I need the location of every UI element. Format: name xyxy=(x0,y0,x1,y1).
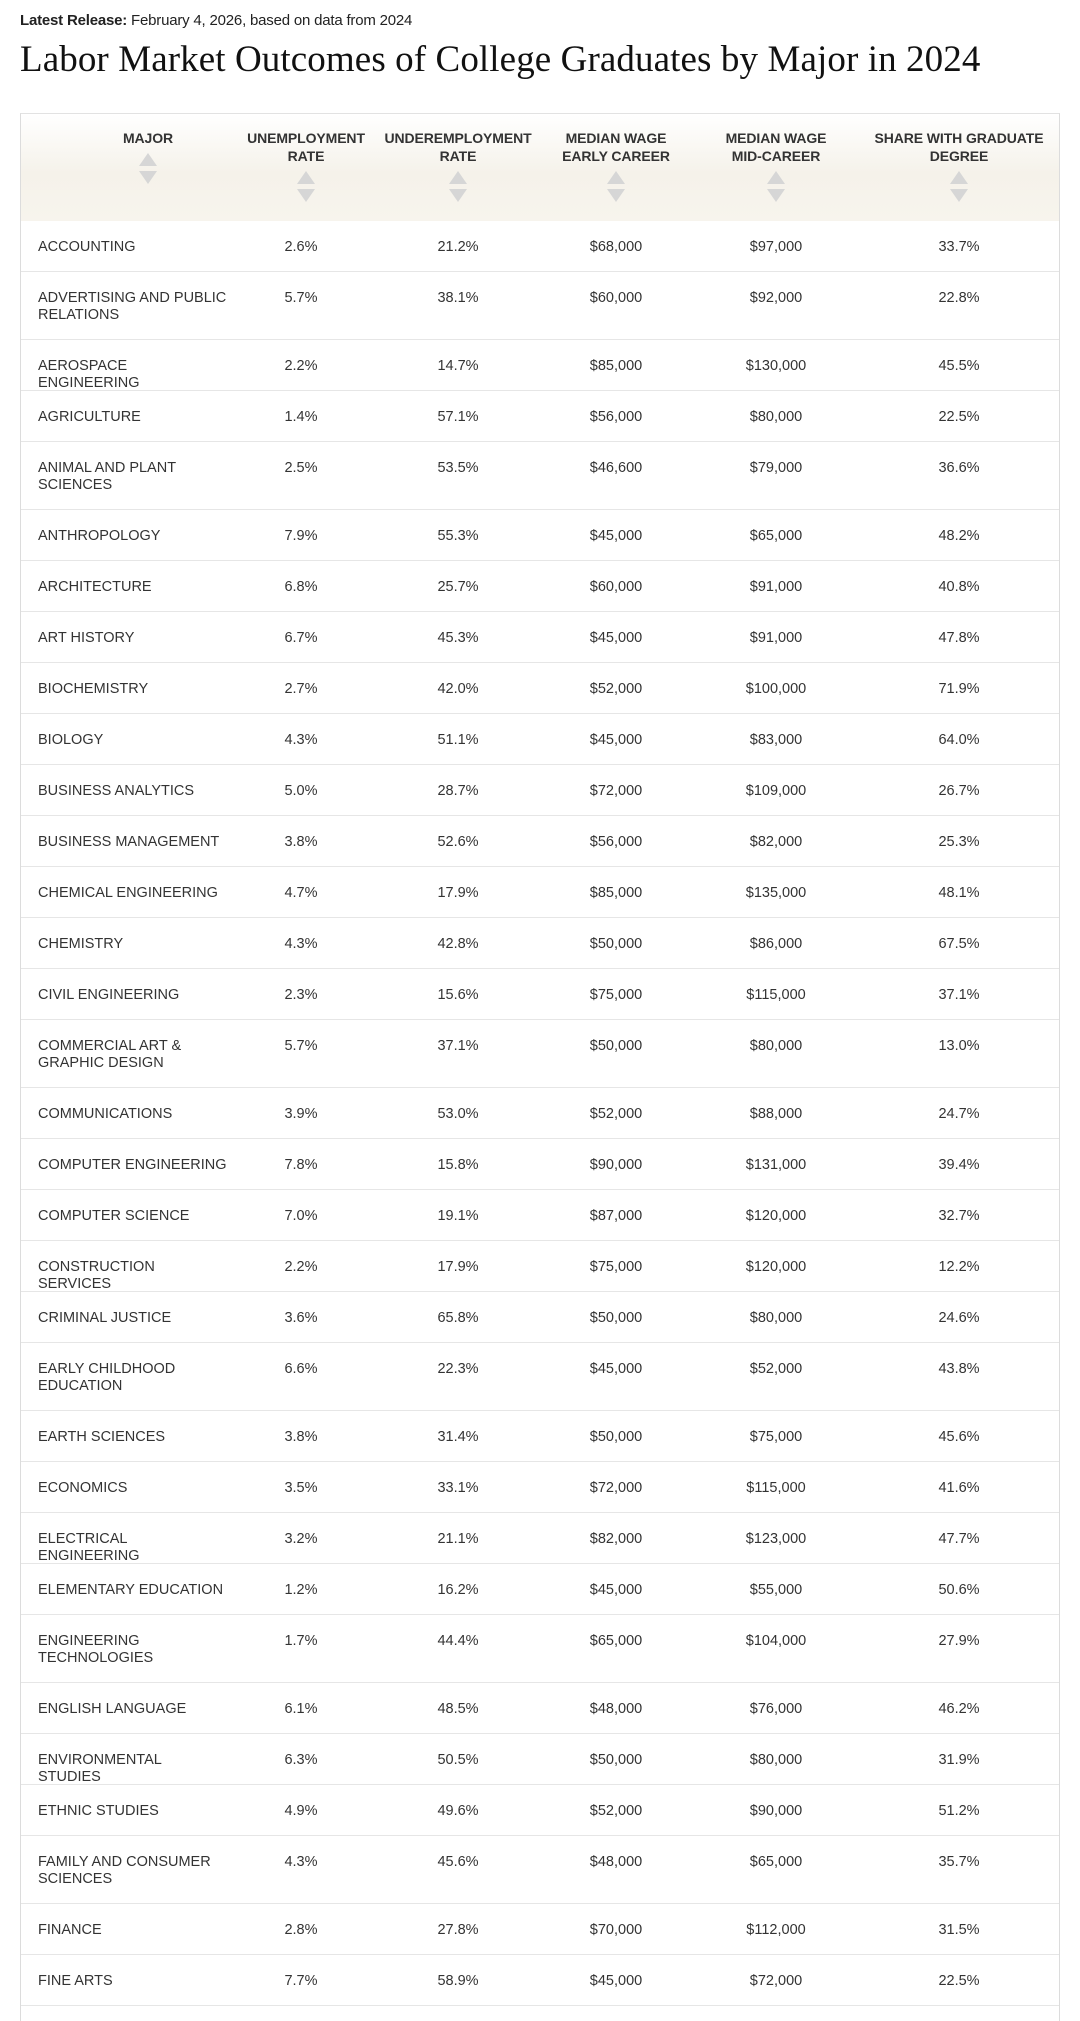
underemployment-rate-cell: 58.9% xyxy=(437,1973,479,1989)
major-cell: EARLY CHILDHOOD EDUCATION xyxy=(38,1361,176,1394)
median-wage-early-cell: $50,000 xyxy=(589,1038,643,1054)
median-wage-early-cell: $60,000 xyxy=(589,579,643,595)
underemployment-rate-cell: 33.1% xyxy=(437,1480,479,1496)
median-wage-early-cell: $50,000 xyxy=(589,936,643,952)
unemployment-rate-cell: 1.2% xyxy=(284,1582,318,1598)
latest-release-label: Latest Release: xyxy=(20,12,128,29)
median-wage-early-cell: $48,000 xyxy=(589,1701,643,1717)
unemployment-rate-cell: 3.5% xyxy=(284,1480,318,1496)
unemployment-rate-cell: 3.9% xyxy=(284,1106,318,1122)
table-row xyxy=(21,442,1059,510)
graduate-degree-share-cell: 40.8% xyxy=(938,579,980,595)
median-wage-early-cell: $45,000 xyxy=(589,1361,643,1377)
unemployment-rate-cell: 7.7% xyxy=(284,1973,318,1989)
underemployment-rate-cell: 19.1% xyxy=(437,1208,479,1224)
median-wage-early-cell: $72,000 xyxy=(589,783,643,799)
sort-arrows-icon[interactable] xyxy=(606,171,626,202)
table-row xyxy=(21,510,1059,561)
outcomes-table xyxy=(20,113,1060,2021)
underemployment-rate-cell: 17.9% xyxy=(437,885,479,901)
graduate-degree-share-cell: 22.8% xyxy=(938,290,980,306)
table-row xyxy=(21,1241,1059,1292)
median-wage-mid-cell: $86,000 xyxy=(749,936,803,952)
median-wage-early-cell: $48,000 xyxy=(589,1854,643,1870)
median-wage-mid-cell: $135,000 xyxy=(745,885,807,901)
median-wage-mid-cell: $82,000 xyxy=(749,834,803,850)
unemployment-rate-cell: 2.5% xyxy=(284,460,318,476)
graduate-degree-share-cell: 31.5% xyxy=(938,1922,980,1938)
underemployment-rate-cell: 42.0% xyxy=(437,681,479,697)
median-wage-mid-cell: $55,000 xyxy=(749,1582,803,1598)
unemployment-rate-cell: 4.3% xyxy=(284,732,318,748)
median-wage-mid-cell: $76,000 xyxy=(749,1701,803,1717)
column-header-median-wage-early-career[interactable] xyxy=(551,129,681,202)
graduate-degree-share-cell: 31.9% xyxy=(938,1752,980,1768)
column-header-label: UNDEREMPLOYMENT xyxy=(384,130,532,146)
median-wage-mid-cell: $112,000 xyxy=(746,1922,806,1938)
table-row xyxy=(21,1139,1059,1190)
median-wage-early-cell: $85,000 xyxy=(589,358,643,374)
page-title: Labor Market Outcomes of College Graduates by Major in 2024 xyxy=(20,39,981,80)
graduate-degree-share-cell: 48.1% xyxy=(938,885,980,901)
median-wage-mid-cell: $80,000 xyxy=(749,1038,803,1054)
column-header-median-wage-mid-career[interactable] xyxy=(711,129,841,202)
column-header-label-line2: RATE xyxy=(287,148,325,164)
unemployment-rate-cell: 2.2% xyxy=(284,1259,318,1275)
median-wage-early-cell: $50,000 xyxy=(589,1310,643,1326)
median-wage-early-cell: $56,000 xyxy=(589,834,643,850)
median-wage-early-cell: $52,000 xyxy=(589,1106,643,1122)
median-wage-mid-cell: $79,000 xyxy=(749,460,803,476)
column-header-label-line2: MID-CAREER xyxy=(731,148,821,164)
graduate-degree-share-cell: 35.7% xyxy=(938,1854,980,1870)
graduate-degree-share-cell: 41.6% xyxy=(938,1480,980,1496)
median-wage-early-cell: $45,000 xyxy=(589,1582,643,1598)
table-row xyxy=(21,1411,1059,1462)
unemployment-rate-cell: 3.8% xyxy=(284,1429,318,1445)
underemployment-rate-cell: 15.8% xyxy=(437,1157,479,1173)
column-header-unemployment-rate[interactable] xyxy=(241,129,371,202)
median-wage-mid-cell: $83,000 xyxy=(749,732,803,748)
major-cell: COMMUNICATIONS xyxy=(38,1106,173,1122)
table-row xyxy=(21,1904,1059,1955)
major-cell: ARCHITECTURE xyxy=(38,579,152,595)
median-wage-mid-cell: $104,000 xyxy=(745,1633,807,1649)
table-row xyxy=(21,1955,1059,2006)
table-row xyxy=(21,867,1059,918)
column-header-underemployment-rate[interactable] xyxy=(383,129,533,202)
median-wage-mid-cell: $130,000 xyxy=(745,358,807,374)
unemployment-rate-cell: 6.6% xyxy=(284,1361,318,1377)
median-wage-mid-cell: $80,000 xyxy=(749,409,803,425)
median-wage-mid-cell: $90,000 xyxy=(749,1803,803,1819)
underemployment-rate-cell: 57.1% xyxy=(437,409,479,425)
graduate-degree-share-cell: 47.8% xyxy=(938,630,980,646)
graduate-degree-share-cell: 37.1% xyxy=(938,987,980,1003)
latest-release-note xyxy=(20,12,412,29)
median-wage-mid-cell: $123,000 xyxy=(745,1531,807,1547)
major-cell: BIOLOGY xyxy=(38,732,104,748)
underemployment-rate-cell: 42.8% xyxy=(437,936,479,952)
column-header-label: UNEMPLOYMENT xyxy=(247,130,365,146)
underemployment-rate-cell: 44.4% xyxy=(437,1633,479,1649)
table-row xyxy=(21,765,1059,816)
underemployment-rate-cell: 49.6% xyxy=(437,1803,479,1819)
unemployment-rate-cell: 7.9% xyxy=(284,528,318,544)
graduate-degree-share-cell: 32.7% xyxy=(938,1208,980,1224)
underemployment-rate-cell: 53.0% xyxy=(437,1106,479,1122)
major-cell: CONSTRUCTION SERVICES xyxy=(38,1259,155,1292)
median-wage-mid-cell: $88,000 xyxy=(749,1106,803,1122)
underemployment-rate-cell: 45.6% xyxy=(437,1854,479,1870)
table-row xyxy=(21,918,1059,969)
underemployment-rate-cell: 50.5% xyxy=(437,1752,479,1768)
median-wage-early-cell: $52,000 xyxy=(589,681,643,697)
underemployment-rate-cell: 14.7% xyxy=(437,358,479,374)
table-row xyxy=(21,816,1059,867)
column-header-label: MEDIAN WAGE xyxy=(565,130,667,146)
underemployment-rate-cell: 48.5% xyxy=(437,1701,479,1717)
sort-arrows-icon[interactable] xyxy=(448,171,468,202)
table-row xyxy=(21,1683,1059,1734)
median-wage-mid-cell: $80,000 xyxy=(749,1752,803,1768)
unemployment-rate-cell: 6.7% xyxy=(284,630,318,646)
major-cell: CRIMINAL JUSTICE xyxy=(38,1310,172,1326)
median-wage-early-cell: $65,000 xyxy=(589,1633,643,1649)
sort-arrows-icon[interactable] xyxy=(296,171,316,202)
major-cell: AEROSPACE ENGINEERING xyxy=(38,358,140,391)
table-row xyxy=(21,1190,1059,1241)
underemployment-rate-cell: 65.8% xyxy=(437,1310,479,1326)
median-wage-mid-cell: $91,000 xyxy=(749,579,803,595)
unemployment-rate-cell: 1.4% xyxy=(284,409,318,425)
graduate-degree-share-cell: 33.7% xyxy=(938,239,980,255)
major-cell: COMMERCIAL ART & GRAPHIC DESIGN xyxy=(38,1038,182,1071)
major-cell: ADVERTISING AND PUBLIC RELATIONS xyxy=(38,290,227,323)
graduate-degree-share-cell: 43.8% xyxy=(938,1361,980,1377)
median-wage-mid-cell: $115,000 xyxy=(746,987,806,1003)
major-cell: AGRICULTURE xyxy=(38,409,141,425)
column-header-label: SHARE WITH GRADUATE xyxy=(874,130,1044,146)
major-cell: FAMILY AND CONSUMER SCIENCES xyxy=(38,1854,211,1887)
column-header-share-with-graduate-degree[interactable] xyxy=(874,129,1044,202)
graduate-degree-share-cell: 67.5% xyxy=(938,936,980,952)
unemployment-rate-cell: 3.8% xyxy=(284,834,318,850)
table-row xyxy=(21,561,1059,612)
median-wage-mid-cell: $72,000 xyxy=(749,1973,803,1989)
underemployment-rate-cell: 31.4% xyxy=(437,1429,479,1445)
underemployment-rate-cell: 17.9% xyxy=(437,1259,479,1275)
latest-release-text: February 4, 2026, based on data from 2024 xyxy=(127,12,413,29)
median-wage-mid-cell: $131,000 xyxy=(745,1157,807,1173)
graduate-degree-share-cell: 64.0% xyxy=(938,732,980,748)
median-wage-early-cell: $75,000 xyxy=(589,1259,643,1275)
major-cell: ENGLISH LANGUAGE xyxy=(38,1701,187,1717)
underemployment-rate-cell: 53.5% xyxy=(437,460,479,476)
unemployment-rate-cell: 4.9% xyxy=(284,1803,318,1819)
unemployment-rate-cell: 4.3% xyxy=(284,1854,318,1870)
graduate-degree-share-cell: 46.2% xyxy=(938,1701,980,1717)
median-wage-mid-cell: $75,000 xyxy=(749,1429,803,1445)
median-wage-mid-cell: $80,000 xyxy=(749,1310,803,1326)
median-wage-mid-cell: $92,000 xyxy=(749,290,803,306)
unemployment-rate-cell: 2.6% xyxy=(284,239,318,255)
median-wage-early-cell: $56,000 xyxy=(589,409,643,425)
graduate-degree-share-cell: 13.0% xyxy=(938,1038,980,1054)
major-cell: CHEMISTRY xyxy=(38,936,124,952)
graduate-degree-share-cell: 24.6% xyxy=(938,1310,980,1326)
median-wage-early-cell: $50,000 xyxy=(589,1429,643,1445)
unemployment-rate-cell: 7.0% xyxy=(284,1208,318,1224)
table-row xyxy=(21,1462,1059,1513)
underemployment-rate-cell: 51.1% xyxy=(437,732,479,748)
underemployment-rate-cell: 22.3% xyxy=(437,1361,479,1377)
median-wage-early-cell: $90,000 xyxy=(589,1157,643,1173)
median-wage-early-cell: $50,000 xyxy=(589,1752,643,1768)
median-wage-early-cell: $52,000 xyxy=(589,1803,643,1819)
column-header-label: MAJOR xyxy=(122,130,174,146)
median-wage-early-cell: $45,000 xyxy=(589,1973,643,1989)
major-cell: COMPUTER SCIENCE xyxy=(38,1208,190,1224)
median-wage-early-cell: $68,000 xyxy=(589,239,643,255)
unemployment-rate-cell: 6.8% xyxy=(284,579,318,595)
major-cell: FINANCE xyxy=(38,1922,102,1938)
underemployment-rate-cell: 38.1% xyxy=(437,290,479,306)
underemployment-rate-cell: 45.3% xyxy=(437,630,479,646)
median-wage-mid-cell: $120,000 xyxy=(745,1259,807,1275)
graduate-degree-share-cell: 25.3% xyxy=(938,834,980,850)
median-wage-early-cell: $87,000 xyxy=(589,1208,643,1224)
median-wage-mid-cell: $115,000 xyxy=(746,1480,806,1496)
median-wage-mid-cell: $120,000 xyxy=(745,1208,807,1224)
unemployment-rate-cell: 4.7% xyxy=(284,885,318,901)
major-cell: COMPUTER ENGINEERING xyxy=(38,1157,227,1173)
graduate-degree-share-cell: 50.6% xyxy=(938,1582,980,1598)
median-wage-mid-cell: $109,000 xyxy=(745,783,807,799)
table-body xyxy=(21,221,1059,2006)
table-row xyxy=(21,1088,1059,1139)
table-header xyxy=(21,114,1059,221)
table-row xyxy=(21,1785,1059,1836)
table-row xyxy=(21,1343,1059,1411)
underemployment-rate-cell: 16.2% xyxy=(437,1582,479,1598)
unemployment-rate-cell: 2.8% xyxy=(284,1922,318,1938)
graduate-degree-share-cell: 22.5% xyxy=(938,1973,980,1989)
major-cell: EARTH SCIENCES xyxy=(38,1429,166,1445)
table-row xyxy=(21,1564,1059,1615)
unemployment-rate-cell: 5.0% xyxy=(284,783,318,799)
table-row xyxy=(21,221,1059,272)
major-cell: ACCOUNTING xyxy=(38,239,136,255)
table-row xyxy=(21,663,1059,714)
column-header-major[interactable] xyxy=(83,129,213,184)
column-header-label-line2: RATE xyxy=(439,148,477,164)
median-wage-early-cell: $72,000 xyxy=(589,1480,643,1496)
sort-arrows-icon[interactable] xyxy=(949,171,969,202)
graduate-degree-share-cell: 12.2% xyxy=(938,1259,980,1275)
graduate-degree-share-cell: 47.7% xyxy=(938,1531,980,1547)
underemployment-rate-cell: 27.8% xyxy=(437,1922,479,1938)
table-row xyxy=(21,340,1059,391)
table-row xyxy=(21,1615,1059,1683)
unemployment-rate-cell: 7.8% xyxy=(284,1157,318,1173)
unemployment-rate-cell: 6.1% xyxy=(284,1701,318,1717)
major-cell: ENVIRONMENTAL STUDIES xyxy=(38,1752,162,1785)
underemployment-rate-cell: 21.1% xyxy=(437,1531,479,1547)
major-cell: BUSINESS MANAGEMENT xyxy=(38,834,220,850)
underemployment-rate-cell: 15.6% xyxy=(437,987,479,1003)
graduate-degree-share-cell: 22.5% xyxy=(938,409,980,425)
median-wage-early-cell: $70,000 xyxy=(589,1922,643,1938)
underemployment-rate-cell: 55.3% xyxy=(437,528,479,544)
major-cell: ANIMAL AND PLANT SCIENCES xyxy=(38,460,176,493)
table-row xyxy=(21,391,1059,442)
major-cell: BUSINESS ANALYTICS xyxy=(38,783,195,799)
table-row xyxy=(21,1020,1059,1088)
underemployment-rate-cell: 21.2% xyxy=(437,239,479,255)
graduate-degree-share-cell: 36.6% xyxy=(938,460,980,476)
table-row xyxy=(21,272,1059,340)
table-row xyxy=(21,969,1059,1020)
sort-arrows-icon[interactable] xyxy=(138,153,158,184)
table-row xyxy=(21,1513,1059,1564)
graduate-degree-share-cell: 48.2% xyxy=(938,528,980,544)
major-cell: ECONOMICS xyxy=(38,1480,128,1496)
graduate-degree-share-cell: 51.2% xyxy=(938,1803,980,1819)
major-cell: ETHNIC STUDIES xyxy=(38,1803,159,1819)
column-header-label-line2: DEGREE xyxy=(929,148,989,164)
median-wage-early-cell: $75,000 xyxy=(589,987,643,1003)
unemployment-rate-cell: 3.2% xyxy=(284,1531,318,1547)
major-cell: FINE ARTS xyxy=(38,1973,113,1989)
major-cell: ELECTRICAL ENGINEERING xyxy=(38,1531,140,1564)
unemployment-rate-cell: 6.3% xyxy=(284,1752,318,1768)
table-row xyxy=(21,1292,1059,1343)
unemployment-rate-cell: 5.7% xyxy=(284,290,318,306)
median-wage-early-cell: $60,000 xyxy=(589,290,643,306)
unemployment-rate-cell: 5.7% xyxy=(284,1038,318,1054)
median-wage-early-cell: $45,000 xyxy=(589,630,643,646)
median-wage-mid-cell: $97,000 xyxy=(749,239,803,255)
major-cell: ELEMENTARY EDUCATION xyxy=(38,1582,224,1598)
major-cell: BIOCHEMISTRY xyxy=(38,681,149,697)
unemployment-rate-cell: 2.7% xyxy=(284,681,318,697)
underemployment-rate-cell: 52.6% xyxy=(437,834,479,850)
median-wage-early-cell: $82,000 xyxy=(589,1531,643,1547)
table-row xyxy=(21,1734,1059,1785)
graduate-degree-share-cell: 45.5% xyxy=(938,358,980,374)
graduate-degree-share-cell: 26.7% xyxy=(938,783,980,799)
median-wage-early-cell: $46,600 xyxy=(589,460,643,476)
graduate-degree-share-cell: 24.7% xyxy=(938,1106,980,1122)
graduate-degree-share-cell: 27.9% xyxy=(938,1633,980,1649)
major-cell: ENGINEERING TECHNOLOGIES xyxy=(38,1633,154,1666)
major-cell: CIVIL ENGINEERING xyxy=(38,987,180,1003)
unemployment-rate-cell: 2.3% xyxy=(284,987,318,1003)
unemployment-rate-cell: 3.6% xyxy=(284,1310,318,1326)
median-wage-mid-cell: $91,000 xyxy=(749,630,803,646)
median-wage-mid-cell: $65,000 xyxy=(749,528,803,544)
underemployment-rate-cell: 28.7% xyxy=(437,783,479,799)
unemployment-rate-cell: 1.7% xyxy=(284,1633,318,1649)
table-row xyxy=(21,612,1059,663)
unemployment-rate-cell: 4.3% xyxy=(284,936,318,952)
underemployment-rate-cell: 25.7% xyxy=(437,579,479,595)
column-header-label-line2: EARLY CAREER xyxy=(562,148,670,164)
table-row xyxy=(21,714,1059,765)
median-wage-early-cell: $45,000 xyxy=(589,732,643,748)
major-cell: CHEMICAL ENGINEERING xyxy=(38,885,218,901)
median-wage-early-cell: $45,000 xyxy=(589,528,643,544)
table-row xyxy=(21,1836,1059,1904)
underemployment-rate-cell: 37.1% xyxy=(437,1038,479,1054)
median-wage-mid-cell: $100,000 xyxy=(745,681,807,697)
major-cell: ART HISTORY xyxy=(38,630,135,646)
column-header-label: MEDIAN WAGE xyxy=(725,130,827,146)
graduate-degree-share-cell: 45.6% xyxy=(938,1429,980,1445)
graduate-degree-share-cell: 39.4% xyxy=(938,1157,980,1173)
major-cell: ANTHROPOLOGY xyxy=(38,528,161,544)
graduate-degree-share-cell: 71.9% xyxy=(938,681,980,697)
sort-arrows-icon[interactable] xyxy=(766,171,786,202)
median-wage-mid-cell: $65,000 xyxy=(749,1854,803,1870)
median-wage-early-cell: $85,000 xyxy=(589,885,643,901)
unemployment-rate-cell: 2.2% xyxy=(284,358,318,374)
median-wage-mid-cell: $52,000 xyxy=(749,1361,803,1377)
